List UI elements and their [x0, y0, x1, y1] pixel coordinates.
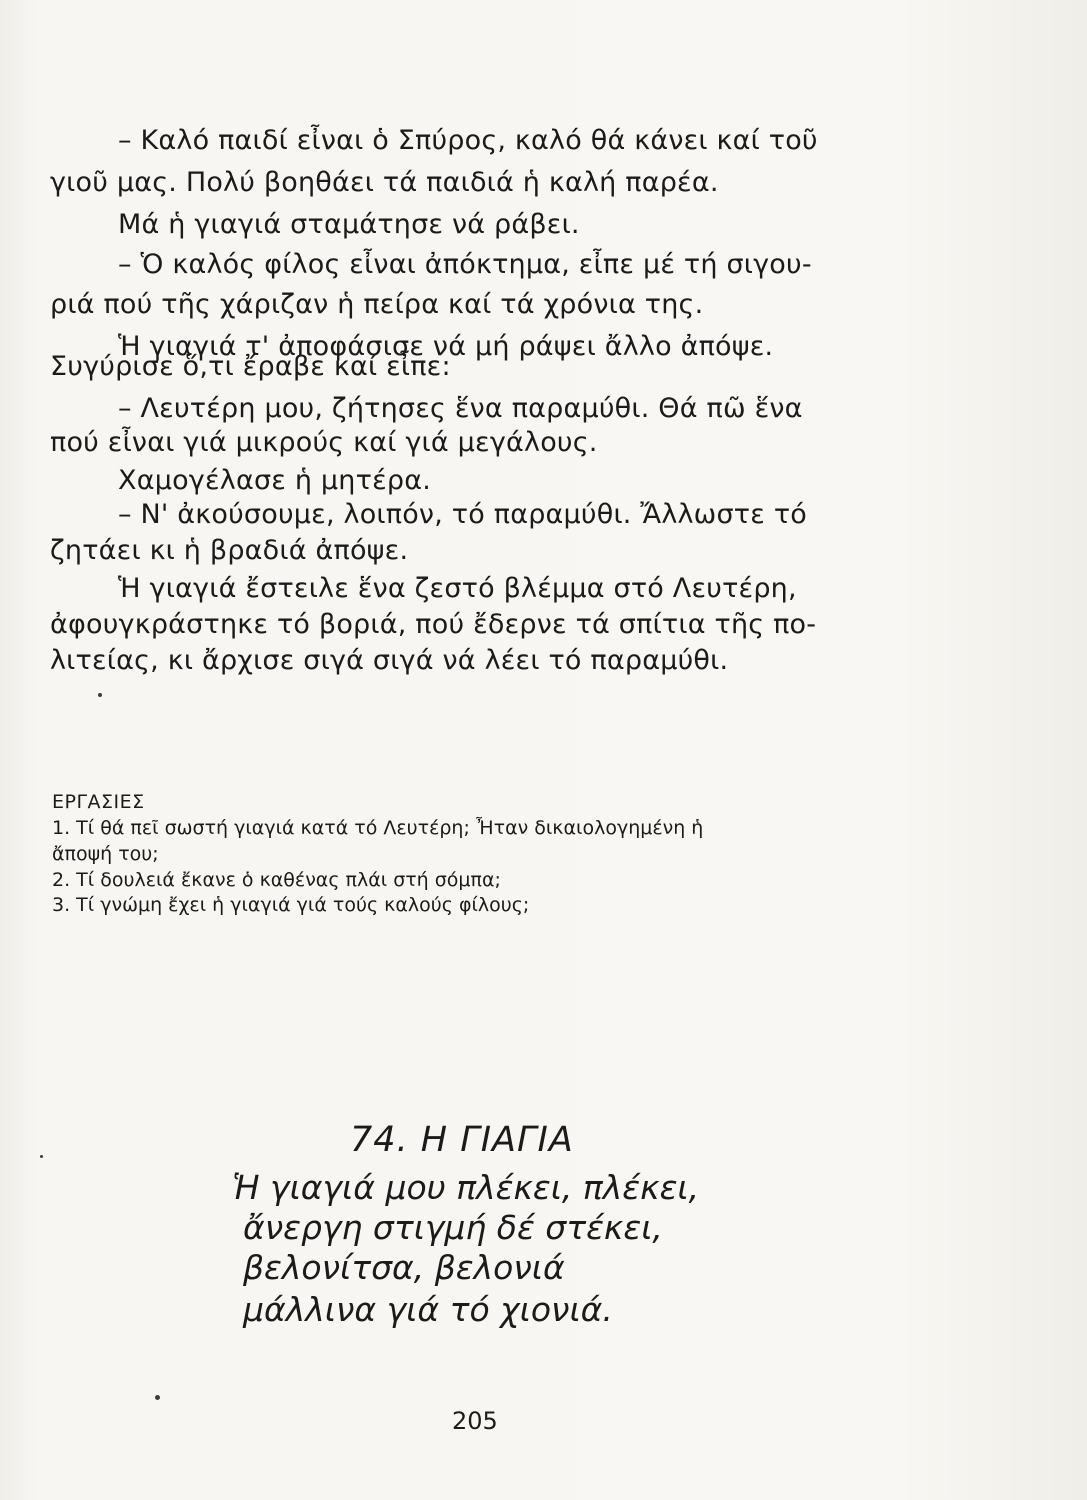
- exercise-item: ἄποψή του;: [52, 843, 159, 865]
- print-speck: [40, 1155, 43, 1158]
- prose-line: Ἡ γιαγιά τ' ἀποφάσισε νά μή ράψει ἄλλο ἀπόψε.: [118, 331, 774, 362]
- poem-line: βελονίτσα, βελονιά: [243, 1248, 565, 1287]
- prose-line: – Καλό παιδί εἶναι ὁ Σπύρος, καλό θά κάνει καί τοῦ: [118, 125, 818, 156]
- print-speck: [155, 1395, 160, 1400]
- prose-line: Μά ἡ γιαγιά σταμάτησε νά ράβει.: [118, 209, 580, 240]
- print-speck: [98, 693, 102, 697]
- prose-line: – Ὁ καλός φίλος εἶναι ἀπόκτημα, εἶπε μέ τή σιγου-: [118, 249, 812, 280]
- prose-line: πού εἶναι γιά μικρούς καί γιά μεγάλους.: [50, 427, 598, 458]
- prose-line: – Ν' ἀκούσουμε, λοιπόν, τό παραμύθι. Ἄλλωστε τό: [118, 499, 808, 530]
- prose-line: – Λευτέρη μου, ζήτησες ἕνα παραμύθι. Θά πῶ ἕνα: [118, 393, 803, 424]
- prose-line: γιοῦ μας. Πολύ βοηθάει τά παιδιά ἡ καλή παρέα.: [50, 167, 719, 198]
- prose-line: ζητάει κι ἡ βραδιά ἀπόψε.: [50, 535, 409, 566]
- poem-line: μάλλινα γιά τό χιονιά.: [243, 1290, 613, 1329]
- prose-line: ἀφουγκράστηκε τό βοριά, πού ἔδερνε τά σπίτια τῆς πο-: [50, 609, 817, 640]
- exercise-item: 1. Τί θά πεῖ σωστή γιαγιά κατά τό Λευτέρη; Ἦταν δικαιολογημένη ἡ: [52, 817, 704, 839]
- prose-line: Χαμογέλασε ἡ μητέρα.: [118, 465, 431, 496]
- poem-title: 74. Η ΓΙΑΓΙΑ: [350, 1120, 574, 1160]
- page-number: 205: [452, 1407, 498, 1435]
- exercise-item: 3. Τί γνώμη ἔχει ἡ γιαγιά γιά τούς καλούς φίλους;: [52, 894, 530, 916]
- poem-line: Ἡ γιαγιά μου πλέκει, πλέκει,: [232, 1168, 700, 1207]
- prose-line: Συγύρισε ὅ,τι ἔραβε καί εἶπε:: [50, 351, 451, 382]
- poem-line: ἄνεργη στιγμή δέ στέκει,: [243, 1208, 663, 1247]
- prose-line: ριά πού τῆς χάριζαν ἡ πείρα καί τά χρόνια της.: [50, 289, 704, 320]
- prose-line: Ἡ γιαγιά ἔστειλε ἕνα ζεστό βλέμμα στό Λευτέρη,: [118, 573, 797, 604]
- prose-line: λιτείας, κι ἄρχισε σιγά σιγά νά λέει τό παραμύθι.: [50, 645, 729, 676]
- exercises-heading: ΕΡΓΑΣΙΕΣ: [52, 791, 145, 813]
- exercise-item: 2. Τί δουλειά ἔκανε ὁ καθένας πλάι στή σόμπα;: [52, 869, 501, 891]
